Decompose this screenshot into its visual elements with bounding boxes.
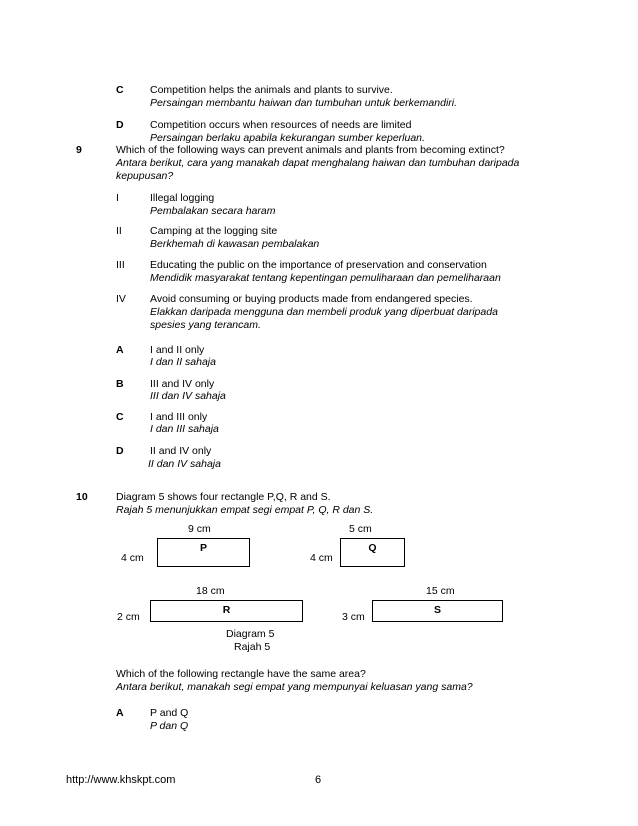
option-letter: B bbox=[116, 378, 124, 390]
rect-r-label: R bbox=[222, 604, 231, 616]
question-number: 10 bbox=[76, 491, 88, 503]
diagram-caption-en: Diagram 5 bbox=[226, 628, 275, 640]
option-text-en: P and Q bbox=[150, 707, 189, 719]
rectangle-p bbox=[157, 538, 250, 567]
rect-s-label: S bbox=[433, 604, 441, 616]
option-text-en: II and IV only bbox=[150, 445, 212, 457]
option-text-en: I and II only bbox=[150, 344, 205, 356]
statement-numeral: II bbox=[116, 225, 122, 237]
option-text-en: Competition helps the animals and plants to survive. bbox=[150, 84, 393, 96]
option-letter: D bbox=[116, 445, 124, 457]
footer-url[interactable]: http://www.khskpt.com bbox=[66, 774, 176, 786]
option-letter: C bbox=[116, 411, 124, 423]
statement-text-en: Camping at the logging site bbox=[150, 225, 278, 237]
statement-text-en: Illegal logging bbox=[150, 192, 215, 204]
question-intro-ms: Rajah 5 menunjukkan empat segi empat P, Q, R dan S. bbox=[116, 504, 374, 516]
question-intro-en: Diagram 5 shows four rectangle P,Q, R and S. bbox=[116, 491, 331, 503]
rect-s-width-label: 15 cm bbox=[426, 585, 455, 597]
option-letter: A bbox=[116, 344, 124, 356]
statement-text-ms: Elakkan daripada mengguna dan membeli produk yang diperbuat daripada bbox=[150, 306, 498, 318]
rect-q-height-label: 4 cm bbox=[310, 552, 333, 564]
option-letter: C bbox=[116, 84, 124, 96]
option-text-ms: I dan III sahaja bbox=[150, 423, 219, 435]
statement-numeral: I bbox=[116, 192, 119, 204]
rect-s-height-label: 3 cm bbox=[342, 611, 365, 623]
rect-p-width-label: 9 cm bbox=[188, 523, 211, 535]
rectangle-s bbox=[372, 600, 503, 622]
statement-numeral: III bbox=[116, 259, 125, 271]
rect-r-width-label: 18 cm bbox=[196, 585, 225, 597]
question-text-en: Which of the following ways can prevent animals and plants from becoming extinct? bbox=[116, 144, 505, 156]
rectangle-q bbox=[340, 538, 405, 567]
statement-text-ms-cont: spesies yang terancam. bbox=[150, 319, 261, 331]
option-text-en: Competition occurs when resources of needs are limited bbox=[150, 119, 412, 131]
option-text-ms: Persaingan berlaku apabila kekurangan sumber keperluan. bbox=[150, 132, 425, 144]
statement-text-ms: Berkhemah di kawasan pembalakan bbox=[150, 238, 320, 250]
rectangle-r bbox=[150, 600, 303, 622]
rect-p-label: P bbox=[199, 542, 207, 554]
rect-p-height-label: 4 cm bbox=[121, 552, 144, 564]
statement-text-ms: Pembalakan secara haram bbox=[150, 205, 276, 217]
diagram-caption-ms: Rajah 5 bbox=[234, 641, 271, 653]
statement-numeral: IV bbox=[116, 293, 126, 305]
statement-text-en: Avoid consuming or buying products made from endangered species. bbox=[150, 293, 473, 305]
statement-text-ms: Mendidik masyarakat tentang kepentingan pemuliharaan dan pemeliharaan bbox=[150, 272, 501, 284]
question-text-ms-cont: kepupusan? bbox=[116, 170, 174, 182]
option-text-ms: Persaingan membantu haiwan dan tumbuhan untuk berkemandiri. bbox=[150, 97, 458, 109]
rect-q-label: Q bbox=[368, 542, 377, 554]
option-text-en: III and IV only bbox=[150, 378, 215, 390]
rect-r-height-label: 2 cm bbox=[117, 611, 140, 623]
question-text-ms: Antara berikut, manakah segi empat yang mempunyai keluasan yang sama? bbox=[116, 681, 473, 693]
page-number: 6 bbox=[315, 774, 322, 786]
question-text-en: Which of the following rectangle have the same area? bbox=[116, 668, 366, 680]
statement-text-en: Educating the public on the importance of preservation and conservation bbox=[150, 259, 487, 271]
rect-q-width-label: 5 cm bbox=[349, 523, 372, 535]
question-number: 9 bbox=[76, 144, 82, 156]
option-letter: D bbox=[116, 119, 124, 131]
option-text-ms: II dan IV sahaja bbox=[148, 458, 221, 470]
option-text-en: I and III only bbox=[150, 411, 208, 423]
option-letter: A bbox=[116, 707, 124, 719]
option-text-ms: I dan II sahaja bbox=[150, 356, 216, 368]
option-text-ms: P dan Q bbox=[150, 720, 189, 732]
question-text-ms: Antara berikut, cara yang manakah dapat menghalang haiwan dan tumbuhan daripada bbox=[116, 157, 520, 169]
option-text-ms: III dan IV sahaja bbox=[150, 390, 226, 402]
